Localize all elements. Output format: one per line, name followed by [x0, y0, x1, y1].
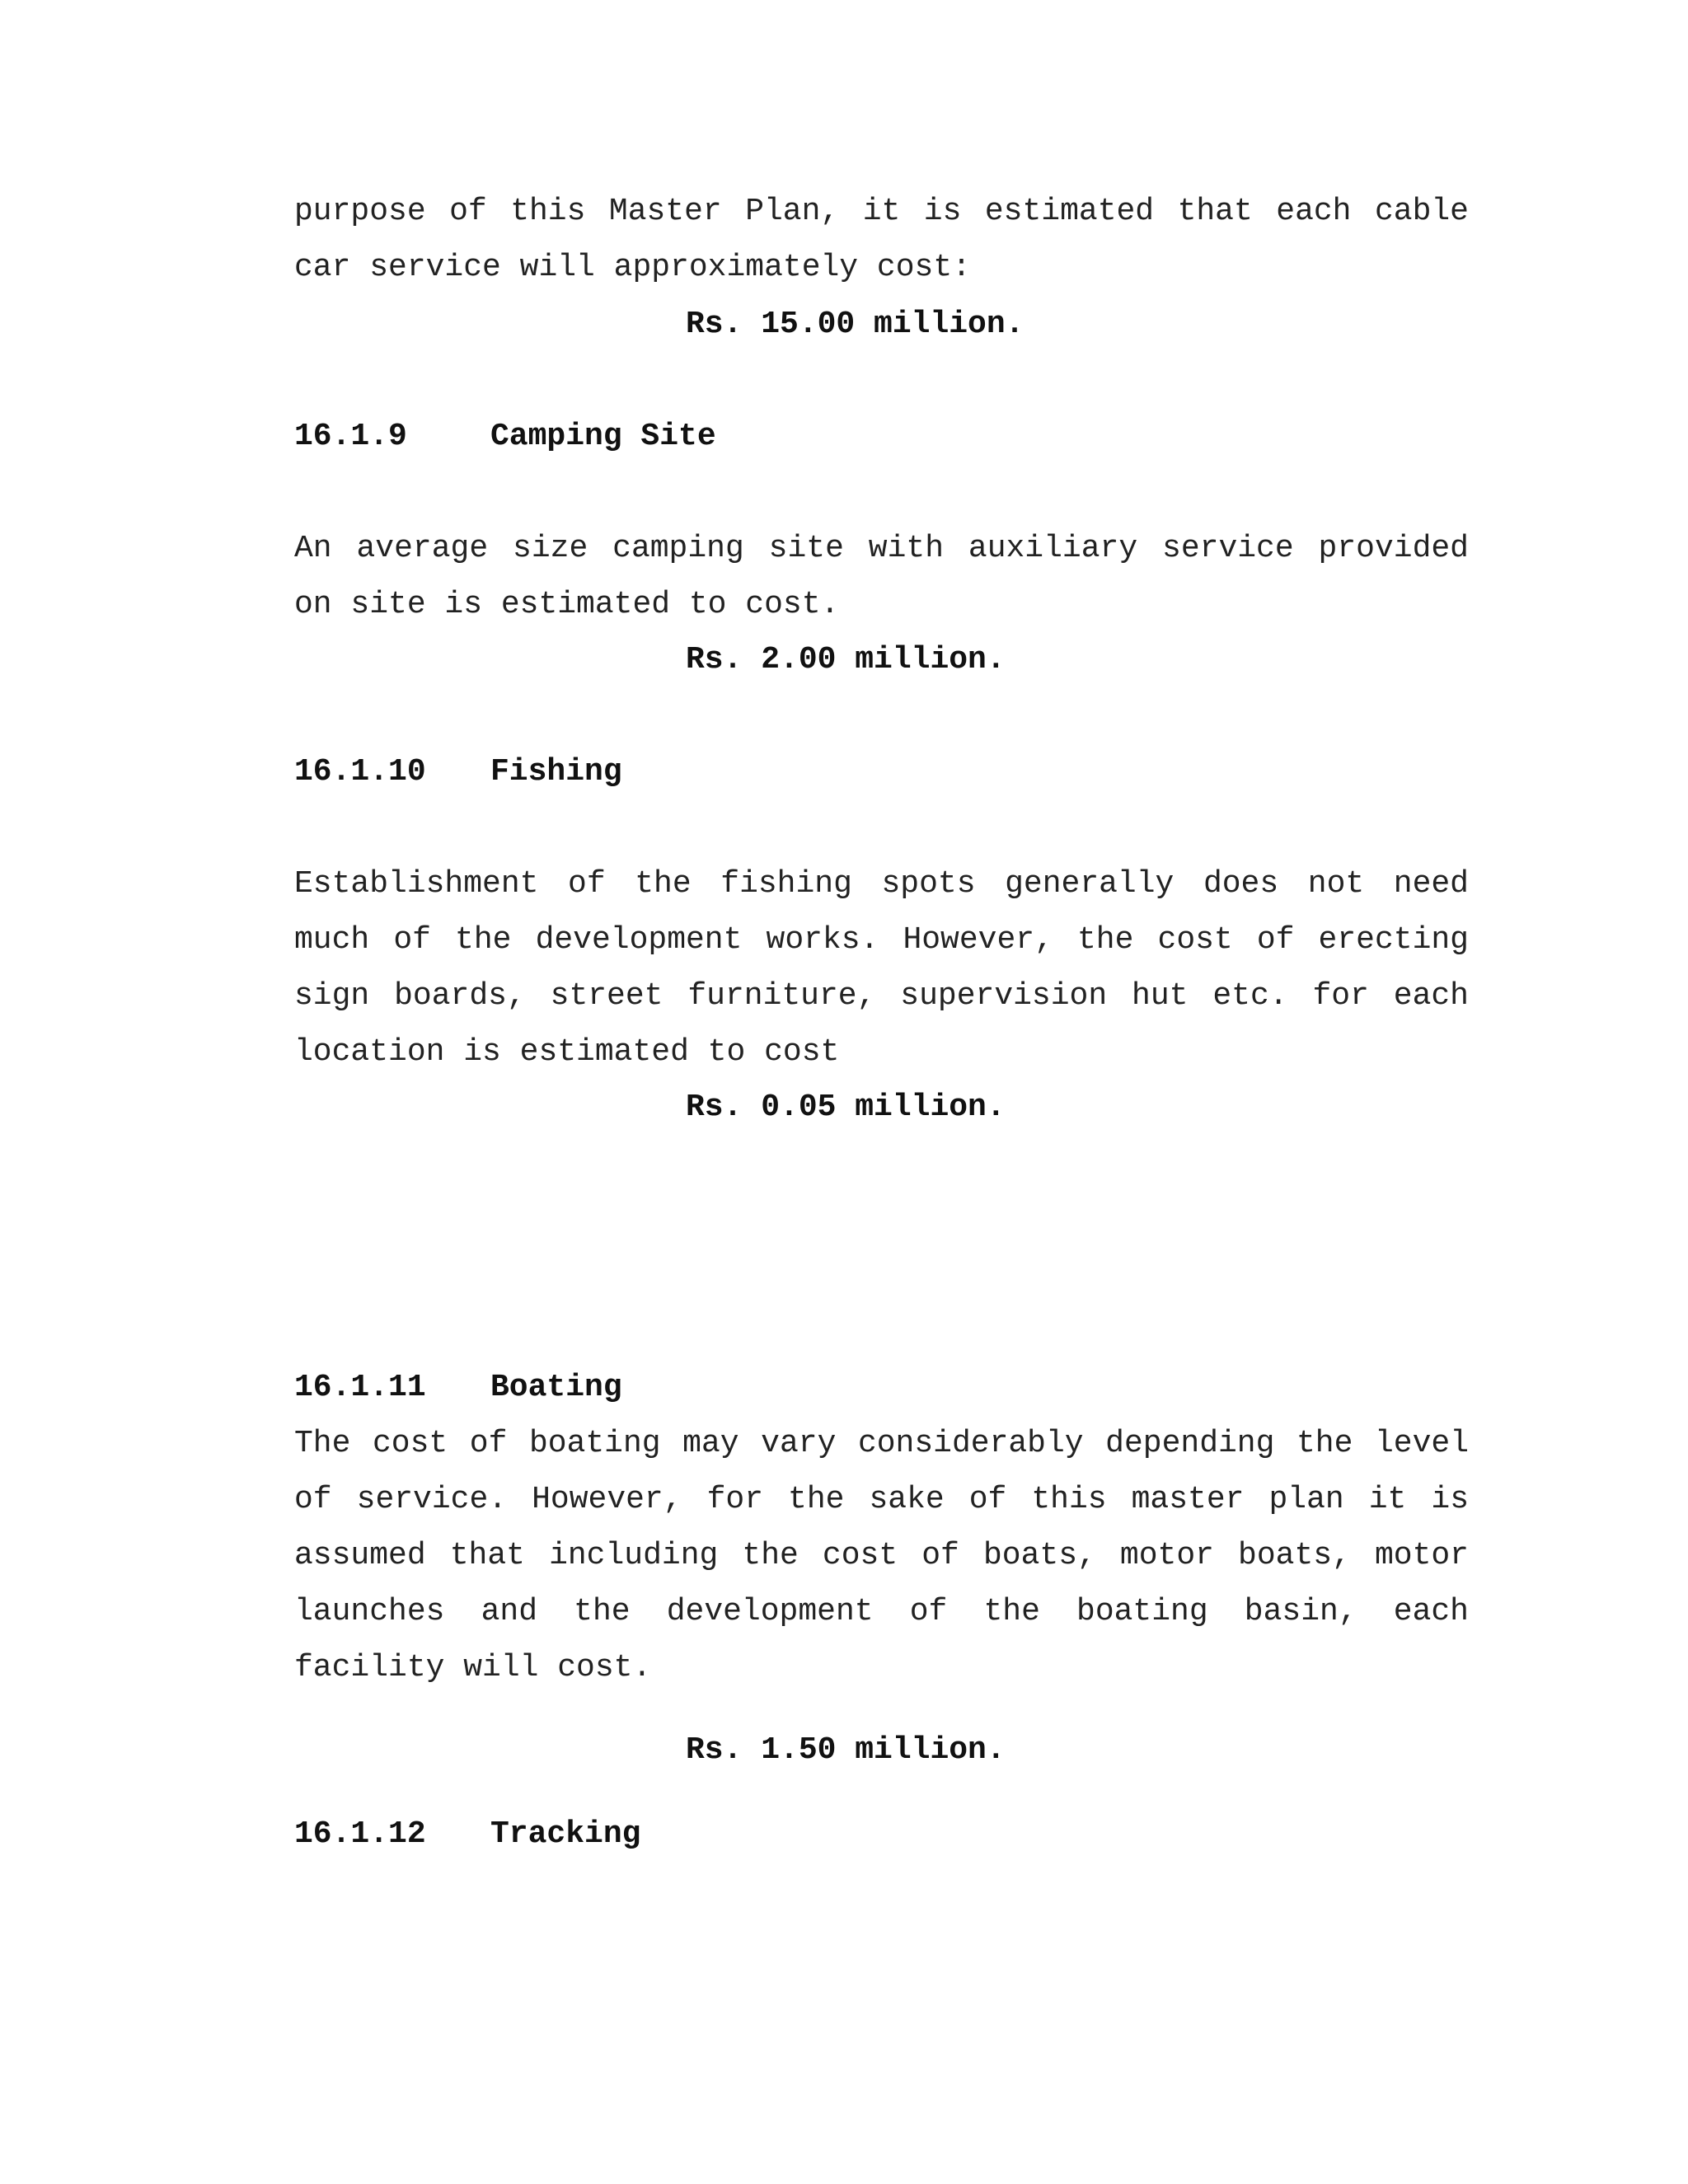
section-heading-tracking	[294, 1807, 640, 1863]
camping-site-cost: Rs. 2.00 million.	[686, 642, 1006, 677]
cable-car-paragraph: purpose of this Master Plan, it is estimated that each cable car service will approximately cost:	[294, 194, 1469, 285]
section-number: 16.1.11	[294, 1370, 426, 1405]
section-number: 16.1.12	[294, 1816, 426, 1852]
section-title: Camping Site	[490, 419, 716, 454]
boating-paragraph: The cost of boating may vary considerably depending the level of service. However, for the sake of this master plan it is assumed that including the cost of boats, motor boats, motor launches and the development of the boating basin, each facility will cost.	[294, 1426, 1469, 1685]
section-heading-boating	[294, 1360, 622, 1416]
section-title: Fishing	[490, 754, 622, 790]
section-heading-fishing	[294, 744, 622, 800]
camping-site-paragraph: An average size camping site with auxiliary service provided on site is estimated to cost.	[294, 531, 1469, 622]
section-number: 16.1.9	[294, 419, 407, 454]
section-heading-camping-site	[294, 409, 716, 465]
boating-cost: Rs. 1.50 million.	[686, 1732, 1006, 1768]
fishing-paragraph: Establishment of the fishing spots generally does not need much of the development works. However, the cost of erecting sign boards, street furniture, supervision hut etc. for each location is estimated to cost	[294, 866, 1469, 1070]
section-title: Boating	[490, 1370, 622, 1405]
section-number: 16.1.10	[294, 754, 426, 790]
fishing-cost: Rs. 0.05 million.	[686, 1090, 1006, 1125]
cable-car-cost: Rs. 15.00 million.	[686, 307, 1025, 342]
section-title: Tracking	[490, 1816, 641, 1852]
